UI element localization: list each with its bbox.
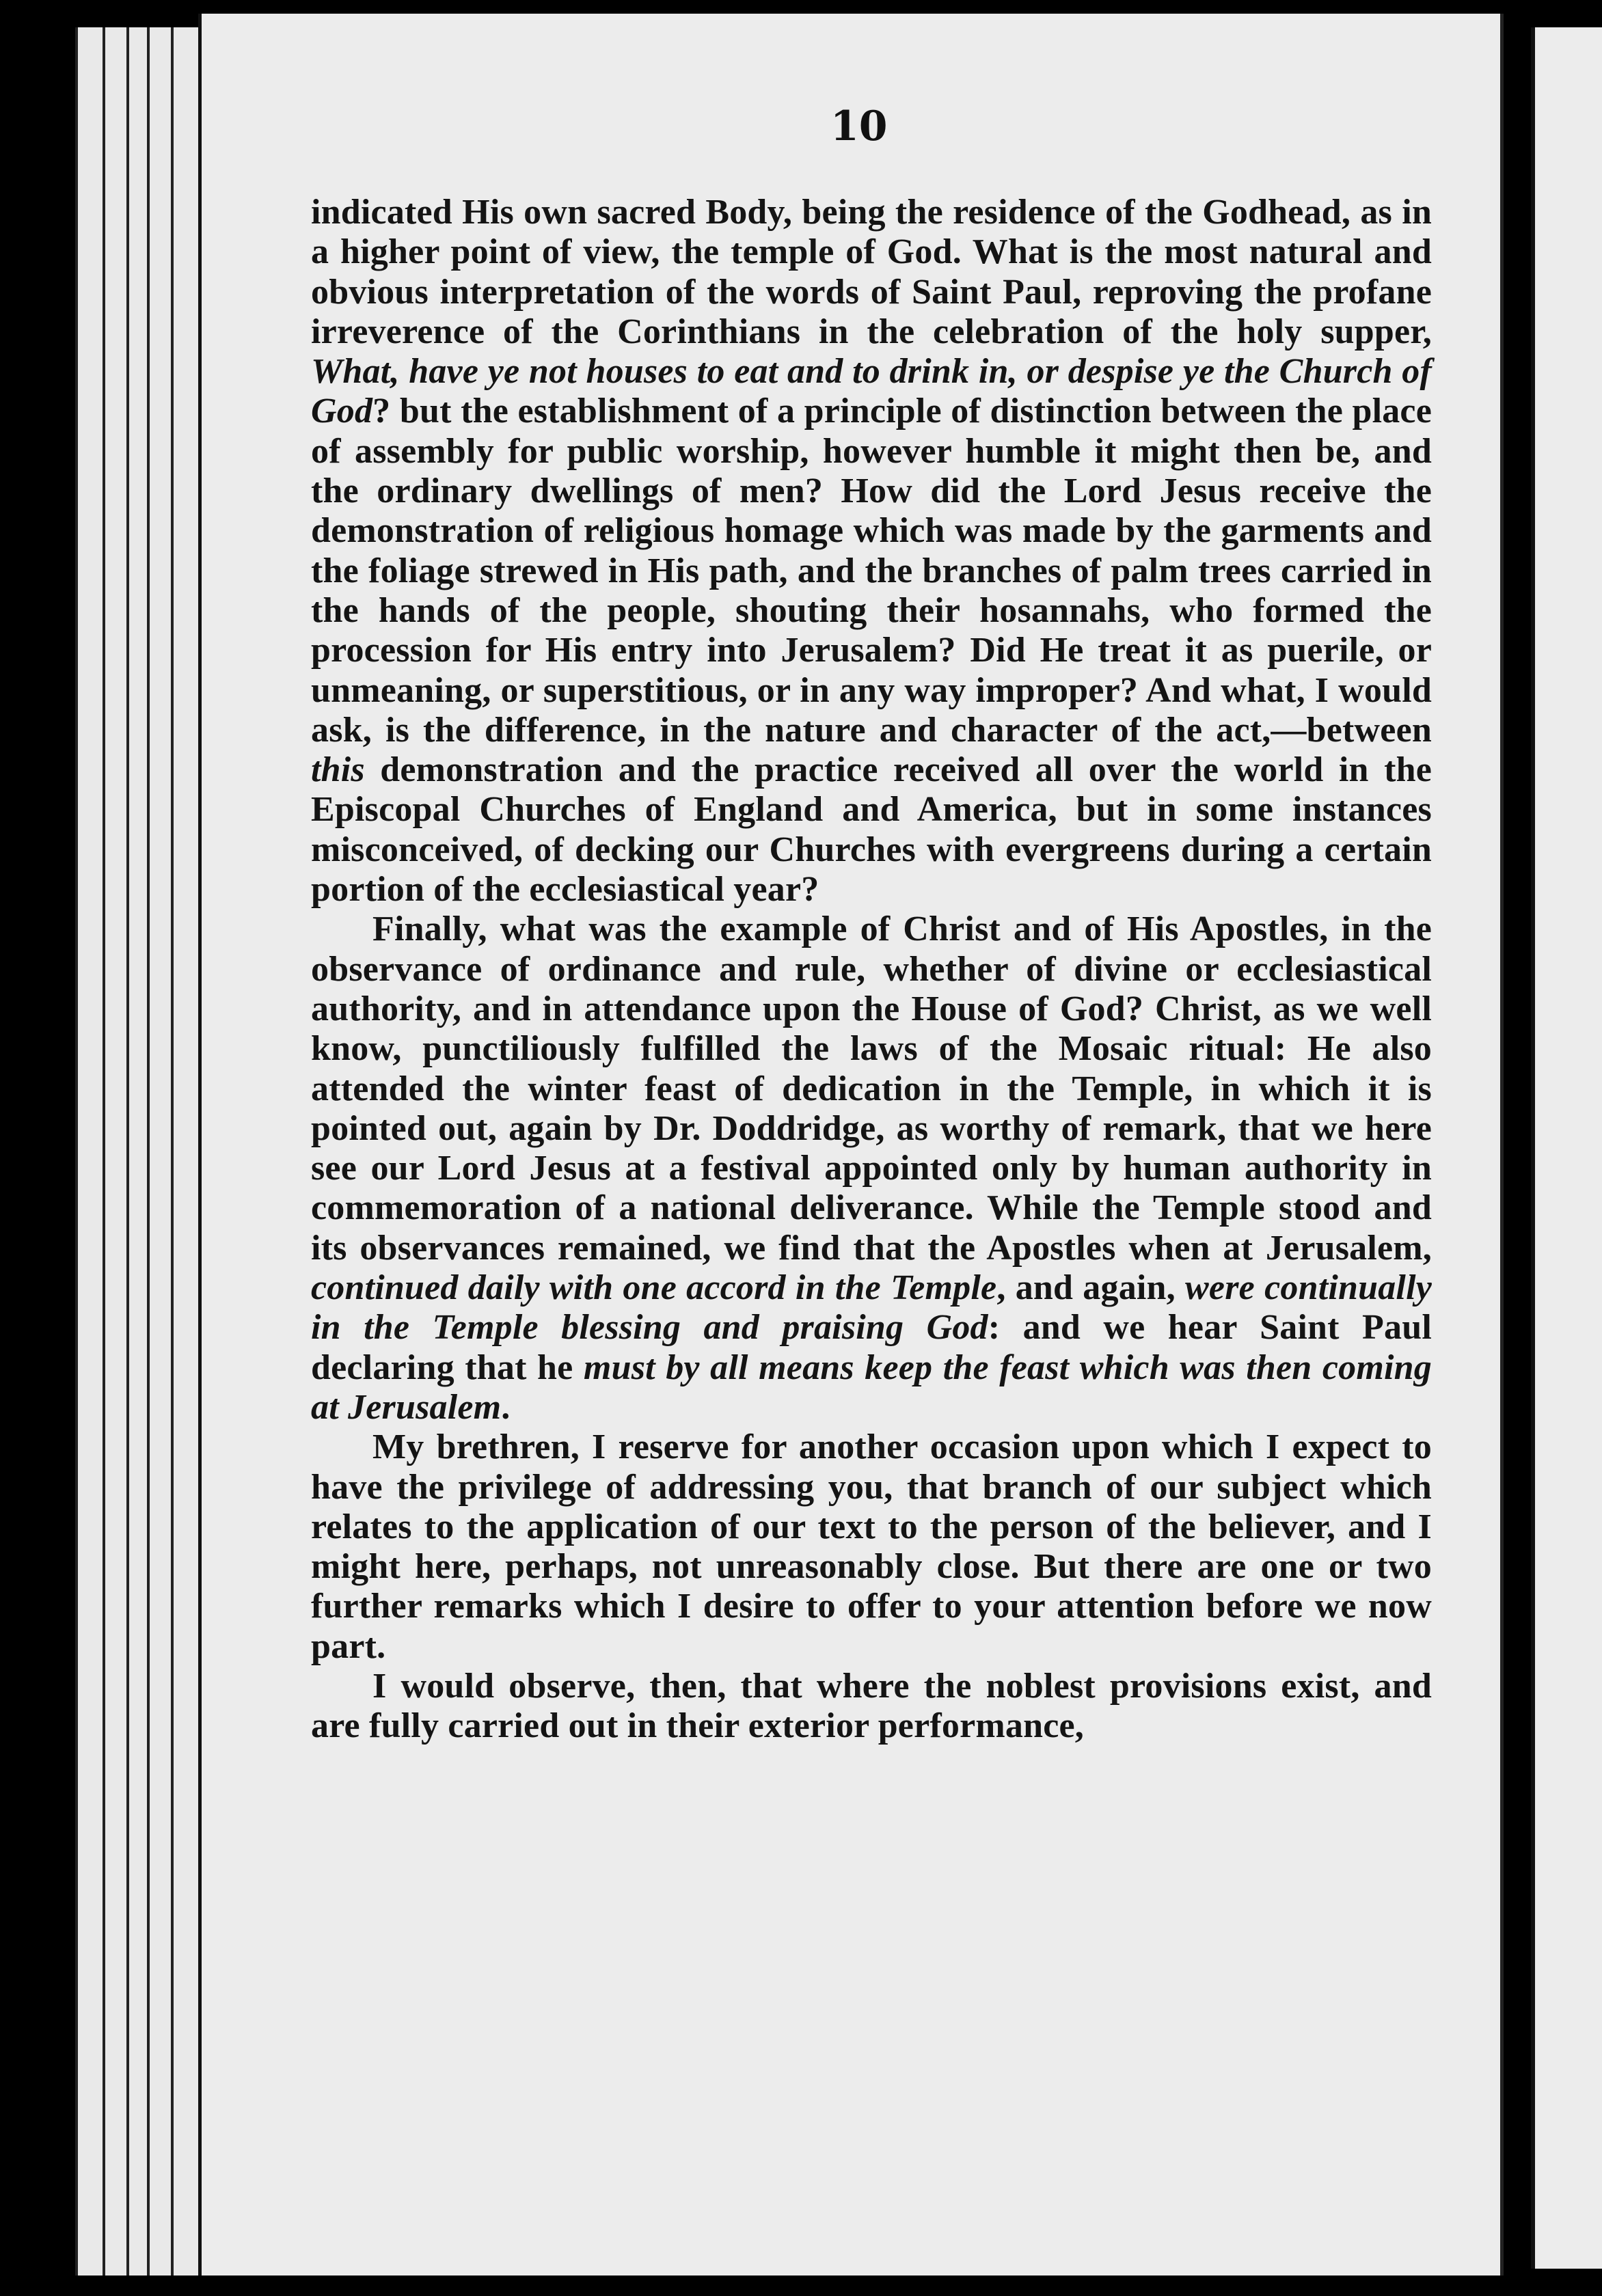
book-page (198, 14, 1504, 2276)
next-page-edge (1531, 27, 1602, 2269)
paragraph (311, 1427, 1432, 1667)
quoted-scripture: What, have ye not houses to eat and to drink in, or despise ye the Church of God (311, 352, 1432, 431)
text-segment: : and we hear Saint Paul declaring that he (311, 1308, 1432, 1387)
text-segment: Finally, what was the example of Christ and of His Apostles, in the observance of ordinance and rule, whether of divine or ecclesiastical authority, and in attendance upon the House of God? Christ, as we well know, punctiliously fulfilled the laws of the Mosaic ritual: He also attended the winter feast of dedication in the Temple, in which it is pointed out, again by Dr. Doddridge, as worthy of remark, that we here see our Lord Jesus at a festival appointed only by human authority in commemoration of a national deliverance. While the Temple stood and its observances remained, we find that the Apostles when at Jerusalem, (311, 910, 1432, 1268)
text-segment: My brethren, I reserve for another occasion upon which I expect to have the privilege of addressing you, that branch of our subject which relates to the application of our text to the person of the believer, and I might here, perhaps, not unreasonably close. But there are one or two further remarks which I desire to offer to your attention before we now part. (311, 1427, 1432, 1666)
paragraph (311, 193, 1432, 910)
text-segment: ? but the establishment of a principle of distinction between the place of assembly for public worship, however humble it might then be, and the ordinary dwellings of men? How did the Lord Jesus receive the demonstration of religious homage which was made by the garments and the foliage strewed in His path, and the branches of palm trees carried in the hands of the people, shouting their hosannahs, who formed the procession for His entry into Jerusalem? Did He treat it as puerile, or unmeaning, or superstitious, or in any way improper? And what, I would ask, is the difference, in the nature and character of the act,—between (311, 392, 1432, 750)
quoted-scripture: continued daily with one accord in the Temple (311, 1268, 997, 1308)
quoted-scripture: this (311, 750, 365, 790)
paragraph (311, 1667, 1432, 1747)
text-segment: indicated His own sacred Body, being the residence of the Godhead, as in a higher point of view, the temple of God. What is the most natural and obvious interpretation of the words of Saint Paul, reproving the profane irreverence of the Corinthians in the celebration of the holy supper, (311, 193, 1432, 351)
quoted-scripture: must by all means keep the feast which was then coming at Jerusalem (311, 1348, 1432, 1427)
page-number: 10 (830, 102, 888, 150)
text-segment: , and again, (996, 1268, 1186, 1308)
paragraph (311, 910, 1432, 1427)
text-segment: demonstration and the practice received all over the world in the Episcopal Churches of England and America, but in some instances misconceived, of decking our Churches with evergreens during a certain portion of the ecclesiastical year? (311, 750, 1432, 910)
body-text (311, 193, 1432, 1747)
text-segment: . (501, 1387, 511, 1427)
text-segment: I would observe, then, that where the noblest provisions exist, and are fully carried out in their exterior performance, (311, 1666, 1432, 1746)
quoted-scripture: were continually in the Temple blessing and praising God (311, 1268, 1433, 1348)
